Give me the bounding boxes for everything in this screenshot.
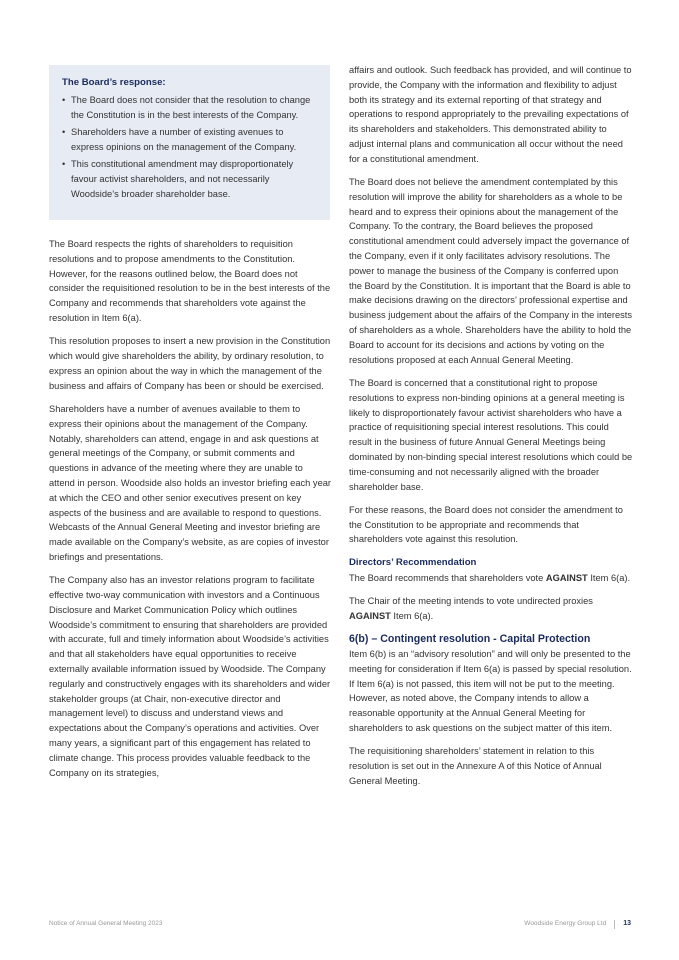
proxy-paragraph <box>349 594 633 624</box>
callout-title: The Board’s response: <box>62 77 166 88</box>
left-column <box>49 237 331 789</box>
body-paragraph: The Board is concerned that a constitutional right to propose resolutions to express non-binding opinions at a general meeting is likely to disproportionately favour activist shareholders who have a practice of requisitioning special interest resolutions. This could result in the business of future Annual General Meetings being dominated by non-binding special interest resolutions which could be time-consuming and not necessarily aligned with the broader shareholder base. <box>349 377 633 492</box>
body-paragraph: Item 6(b) is an “advisory resolution” and will only be presented to the meeting for consideration if Item 6(a) is passed by special resolution. If Item 6(a) is not passed, this item will not be put to the meeting. However, as noted above, the Company intends to allow a reasonable opportunity at the Annual General Meeting for shareholders to ask questions on the subject matter of this item. <box>349 649 632 734</box>
recommendation-item: Item 6(a). <box>587 572 631 583</box>
body-paragraph: Shareholders have a number of avenues available to them to express their opinions about the management of the Company. Notably, shareholders can attend, engage in and ask questions at general meetings of the Company, or submit comments and questions in advance of the meeting where they are unable to attend in person. Woodside also holds an investor briefing each year at which the CEO and other senior executives present on key aspects of the business and are available to respond to questions. Webcasts of the Annual General Meeting and investor briefing are made available on the Company’s website, as are copies of investor briefings and presentations. <box>49 403 332 562</box>
body-paragraph: The Board does not believe the amendment contemplated by this resolution will improve the ability for shareholders as a whole to be heard and to express their opinions about the management of the Company. To the contrary, the Board believes the proposed constitutional amendment could adversely impact the governance of the Company, even if it only facilitates advisory resolutions. The power to manage the business of the Company is conferred upon the Board by the Constitution. It is important that the Board is able to make decisions drawing on the directors’ professional expertise and business judgement about the affairs of the Company in the interests of shareholders as a whole. Shareholders have the ability to hold the Board to account for its decisions and actions by voting on the resolutions proposed at each Annual General Meeting. <box>349 177 633 365</box>
callout-bullet-list <box>62 93 318 202</box>
footer-divider <box>614 920 615 929</box>
body-paragraph: The Company also has an investor relations program to facilitate effective two-way communication with investors and a Continuous Disclosure and Market Communication Policy which outlines Woodside’s commitment to ensuring that shareholders are provided with accurate, full and timely information about Woodside’s activities and that all stakeholders have equal opportunities to receive externally available information issued by Woodside. The Company regularly and constructively engages with its shareholders and wider stakeholder groups (at Chair, non-executive director and management level) to discuss and understand views and expectations about the Company’s operations and activities. Over many years, a significant part of this engagement has related to climate change. This process provides valuable feedback to the Company on its strategies, <box>49 575 331 778</box>
right-column <box>349 63 633 797</box>
body-paragraph: The requisitioning shareholders’ statement in relation to this resolution is set out in the Annexure A of this Notice of Annual General Meeting. <box>349 746 602 786</box>
footer-document-title: Notice of Annual General Meeting 2023 <box>49 920 163 927</box>
body-paragraph: affairs and outlook. Such feedback has provided, and will continue to provide, the Company with the information and flexibility to adjust both its strategy and its external reporting of that strategy and operations to respond appropriately to the prevailing expectations of its shareholders and stakeholders. This demonstrated ability to adjust internal plans and communication all occur without the need for a constitutional amendment. <box>349 65 632 164</box>
recommendation-vote: AGAINST <box>545 572 588 583</box>
footer-company-name: Woodside Energy Group Ltd <box>524 920 607 927</box>
directors-recommendation-heading: Directors’ Recommendation <box>349 556 477 568</box>
footer-right-group <box>524 919 631 929</box>
board-response-callout <box>49 65 330 220</box>
callout-bullet: • This constitutional amendment may disproportionately favour activist shareholders, and not necessarily Woodside’s broader shareholder base. <box>62 157 318 201</box>
callout-bullet: • The Board does not consider that the resolution to change the Constitution is in the best interests of the Company. <box>62 93 318 123</box>
body-paragraph: For these reasons, the Board does not consider the amendment to the Constitution to be appropriate and recommends that shareholders vote against this resolution. <box>349 504 623 545</box>
body-paragraph: This resolution proposes to insert a new provision in the Constitution which would give shareholders the ability, by ordinary resolution, to express an opinion about the way in which the management of the business and affairs of Company has been or should be exercised. <box>49 336 331 391</box>
recommendation-text: The Board recommends that shareholders vote <box>349 572 546 583</box>
callout-bullet: • Shareholders have a number of existing avenues to express opinions on the management of the Company. <box>62 125 318 155</box>
body-paragraph: The Board respects the rights of shareholders to requisition resolutions and to propose amendments to the Constitution. However, for the reasons outlined below, the Board does not consider the requisitioned resolution to be in the best interests of the Company and recommends that shareholders vote against the resolution in Item 6(a). <box>49 239 331 323</box>
recommendation-paragraph <box>349 571 633 586</box>
proxy-text: The Chair of the meeting intends to vote undirected proxies <box>349 596 593 606</box>
proxy-vote: AGAINST <box>349 610 391 621</box>
proxy-item: Item 6(a). <box>390 610 434 621</box>
section-6b-heading: 6(b) – Contingent resolution - Capital Protection <box>349 633 591 646</box>
page-number: 13 <box>623 920 631 927</box>
